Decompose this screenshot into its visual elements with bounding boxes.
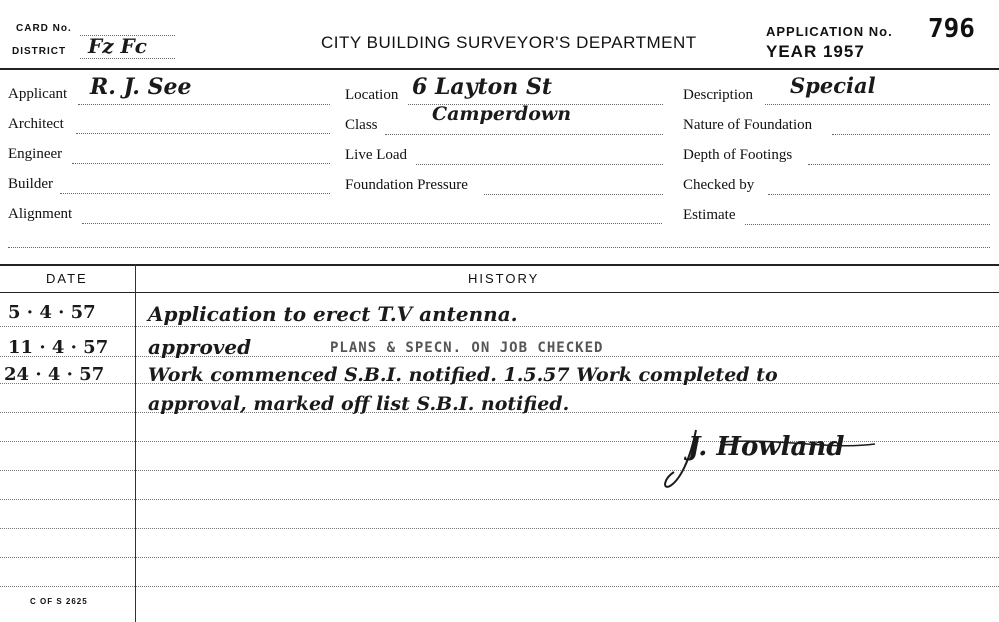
class-label: Class (345, 117, 378, 133)
entry-text: approved (148, 335, 252, 359)
blank-line (8, 247, 990, 248)
entry-date: 11 · 4 · 57 (8, 337, 109, 358)
history-rule (0, 326, 999, 327)
live-load-line (416, 164, 663, 165)
builder-label: Builder (8, 176, 53, 192)
estimate-label: Estimate (683, 207, 736, 223)
history-rule (0, 557, 999, 558)
nature-of-foundation-label: Nature of Foundation (683, 117, 813, 133)
applicant-line (78, 104, 330, 105)
applicant-label: Applicant (8, 86, 68, 102)
entry-date: 5 · 4 · 57 (8, 302, 96, 323)
header-divider (0, 68, 999, 70)
description-value: Special (790, 73, 876, 98)
card-no-dotted-line (80, 35, 175, 36)
location-value: 6 Layton St (412, 74, 553, 100)
class-value: Camperdown (432, 103, 572, 125)
history-column-header: HISTORY (468, 271, 540, 286)
location-label: Location (345, 87, 399, 103)
history-rule (0, 528, 999, 529)
checked-by-label: Checked by (683, 177, 755, 193)
depth-of-footings-label: Depth of Footings (683, 147, 793, 163)
depth-line (808, 164, 990, 165)
application-no-label: APPLICATION No. (766, 24, 893, 39)
builder-line (60, 193, 330, 194)
history-rule (0, 499, 999, 500)
engineer-label: Engineer (8, 146, 63, 162)
nature-line (832, 134, 990, 135)
department-title: CITY BUILDING SURVEYOR'S DEPARTMENT (321, 33, 697, 52)
signature: J. Howland (688, 432, 845, 462)
description-label: Description (683, 87, 753, 103)
date-column-header: DATE (46, 271, 88, 286)
entry-text: Work commenced S.B.I. notified. 1.5.57 Work completed to (148, 364, 778, 386)
alignment-line (82, 223, 662, 224)
engineer-line (72, 163, 330, 164)
district-label: DISTRICT (12, 46, 67, 57)
foundation-pressure-line (484, 194, 663, 195)
application-no-value: 796 (928, 14, 975, 44)
checked-line (768, 194, 990, 195)
history-rule (0, 586, 999, 587)
estimate-line (745, 224, 990, 225)
live-load-label: Live Load (345, 147, 408, 163)
date-column-divider (135, 264, 136, 622)
entry-text: approval, marked off list S.B.I. notified. (148, 393, 570, 415)
card-no-label: CARD No. (16, 23, 72, 34)
class-line (385, 134, 663, 135)
architect-label: Architect (8, 116, 64, 132)
district-value: Fz Fc (88, 34, 147, 58)
applicant-value: R. J. See (90, 74, 192, 100)
form-code: C OF S 2625 (30, 597, 88, 606)
year-label: YEAR 1957 (766, 42, 865, 61)
description-line (765, 104, 990, 105)
history-top-border (0, 264, 999, 266)
history-header-divider (0, 292, 999, 293)
architect-line (76, 133, 330, 134)
entry-date: 24 · 4 · 57 (4, 364, 105, 385)
district-dotted-line (80, 58, 175, 59)
checked-stamp: PLANS & SPECN. ON JOB CHECKED (330, 340, 604, 356)
signature-flourish (660, 420, 890, 495)
entry-text: Application to erect T.V antenna. (148, 302, 518, 326)
alignment-label: Alignment (8, 206, 73, 222)
foundation-pressure-label: Foundation Pressure (345, 177, 468, 193)
